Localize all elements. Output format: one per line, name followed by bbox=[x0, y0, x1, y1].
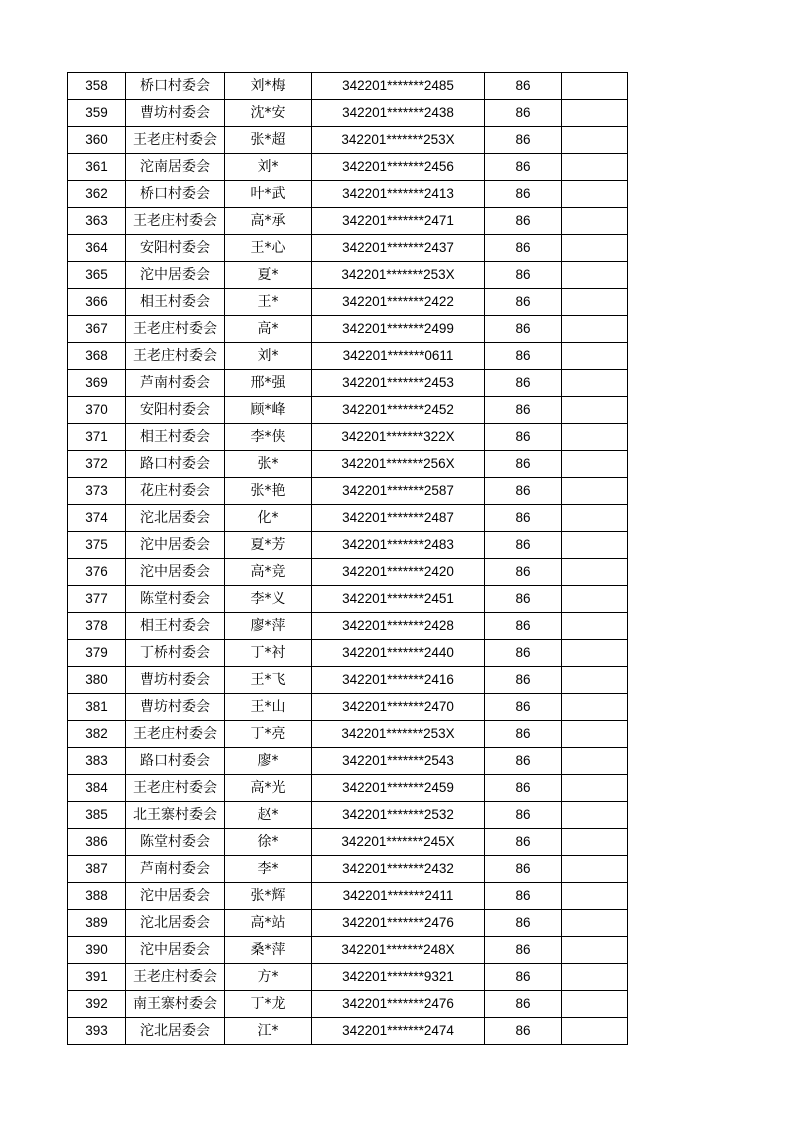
remark-cell bbox=[562, 667, 628, 694]
score-cell: 86 bbox=[485, 100, 562, 127]
name-cell: 张*辉 bbox=[225, 883, 312, 910]
id-number-cell: 342201*******2459 bbox=[312, 775, 485, 802]
remark-cell bbox=[562, 883, 628, 910]
score-cell: 86 bbox=[485, 883, 562, 910]
table-row bbox=[68, 640, 628, 667]
name-cell: 高*站 bbox=[225, 910, 312, 937]
table-row bbox=[68, 73, 628, 100]
score-cell: 86 bbox=[485, 235, 562, 262]
name-cell: 叶*武 bbox=[225, 181, 312, 208]
committee-cell: 相王村委会 bbox=[126, 424, 225, 451]
committee-cell: 陈堂村委会 bbox=[126, 829, 225, 856]
table-row bbox=[68, 289, 628, 316]
id-number-cell: 342201*******2432 bbox=[312, 856, 485, 883]
seq-cell: 373 bbox=[68, 478, 126, 505]
score-cell: 86 bbox=[485, 613, 562, 640]
name-cell: 张*超 bbox=[225, 127, 312, 154]
name-cell: 丁*衬 bbox=[225, 640, 312, 667]
name-cell: 夏*芳 bbox=[225, 532, 312, 559]
table-row bbox=[68, 127, 628, 154]
table-row bbox=[68, 613, 628, 640]
committee-cell: 芦南村委会 bbox=[126, 856, 225, 883]
seq-cell: 363 bbox=[68, 208, 126, 235]
id-number-cell: 342201*******2476 bbox=[312, 991, 485, 1018]
name-cell: 李*义 bbox=[225, 586, 312, 613]
score-cell: 86 bbox=[485, 343, 562, 370]
committee-cell: 沱北居委会 bbox=[126, 1018, 225, 1045]
id-number-cell: 342201*******2456 bbox=[312, 154, 485, 181]
seq-cell: 365 bbox=[68, 262, 126, 289]
seq-cell: 383 bbox=[68, 748, 126, 775]
committee-cell: 桥口村委会 bbox=[126, 73, 225, 100]
remark-cell bbox=[562, 370, 628, 397]
table-row bbox=[68, 964, 628, 991]
id-number-cell: 342201*******2438 bbox=[312, 100, 485, 127]
remark-cell bbox=[562, 532, 628, 559]
name-cell: 李*侠 bbox=[225, 424, 312, 451]
name-cell: 高*承 bbox=[225, 208, 312, 235]
score-cell: 86 bbox=[485, 127, 562, 154]
remark-cell bbox=[562, 991, 628, 1018]
score-cell: 86 bbox=[485, 991, 562, 1018]
seq-cell: 360 bbox=[68, 127, 126, 154]
id-number-cell: 342201*******256X bbox=[312, 451, 485, 478]
seq-cell: 381 bbox=[68, 694, 126, 721]
seq-cell: 359 bbox=[68, 100, 126, 127]
name-cell: 张* bbox=[225, 451, 312, 478]
committee-cell: 王老庄村委会 bbox=[126, 721, 225, 748]
seq-cell: 361 bbox=[68, 154, 126, 181]
seq-cell: 370 bbox=[68, 397, 126, 424]
score-cell: 86 bbox=[485, 505, 562, 532]
name-cell: 丁*龙 bbox=[225, 991, 312, 1018]
id-number-cell: 342201*******2428 bbox=[312, 613, 485, 640]
name-cell: 邢*强 bbox=[225, 370, 312, 397]
score-cell: 86 bbox=[485, 937, 562, 964]
id-number-cell: 342201*******2474 bbox=[312, 1018, 485, 1045]
committee-cell: 曹坊村委会 bbox=[126, 667, 225, 694]
id-number-cell: 342201*******2451 bbox=[312, 586, 485, 613]
remark-cell bbox=[562, 235, 628, 262]
name-cell: 顾*峰 bbox=[225, 397, 312, 424]
committee-cell: 相王村委会 bbox=[126, 613, 225, 640]
score-cell: 86 bbox=[485, 289, 562, 316]
remark-cell bbox=[562, 262, 628, 289]
table-row bbox=[68, 802, 628, 829]
committee-cell: 芦南村委会 bbox=[126, 370, 225, 397]
table-row bbox=[68, 856, 628, 883]
remark-cell bbox=[562, 586, 628, 613]
committee-cell: 花庄村委会 bbox=[126, 478, 225, 505]
name-cell: 夏* bbox=[225, 262, 312, 289]
name-cell: 方* bbox=[225, 964, 312, 991]
name-cell: 李* bbox=[225, 856, 312, 883]
seq-cell: 389 bbox=[68, 910, 126, 937]
remark-cell bbox=[562, 181, 628, 208]
id-number-cell: 342201*******2532 bbox=[312, 802, 485, 829]
committee-cell: 沱中居委会 bbox=[126, 883, 225, 910]
remark-cell bbox=[562, 640, 628, 667]
remark-cell bbox=[562, 1018, 628, 1045]
seq-cell: 364 bbox=[68, 235, 126, 262]
seq-cell: 362 bbox=[68, 181, 126, 208]
id-number-cell: 342201*******2437 bbox=[312, 235, 485, 262]
seq-cell: 374 bbox=[68, 505, 126, 532]
table-row bbox=[68, 775, 628, 802]
table-row bbox=[68, 235, 628, 262]
remark-cell bbox=[562, 775, 628, 802]
committee-cell: 沱北居委会 bbox=[126, 910, 225, 937]
remark-cell bbox=[562, 910, 628, 937]
id-number-cell: 342201*******2471 bbox=[312, 208, 485, 235]
score-cell: 86 bbox=[485, 748, 562, 775]
remark-cell bbox=[562, 343, 628, 370]
committee-cell: 沱中居委会 bbox=[126, 262, 225, 289]
id-number-cell: 342201*******2499 bbox=[312, 316, 485, 343]
name-cell: 王*山 bbox=[225, 694, 312, 721]
name-cell: 王*心 bbox=[225, 235, 312, 262]
table-row bbox=[68, 505, 628, 532]
seq-cell: 384 bbox=[68, 775, 126, 802]
table-row bbox=[68, 397, 628, 424]
remark-cell bbox=[562, 73, 628, 100]
remark-cell bbox=[562, 289, 628, 316]
seq-cell: 382 bbox=[68, 721, 126, 748]
id-number-cell: 342201*******322X bbox=[312, 424, 485, 451]
seq-cell: 377 bbox=[68, 586, 126, 613]
seq-cell: 368 bbox=[68, 343, 126, 370]
name-cell: 廖* bbox=[225, 748, 312, 775]
committee-cell: 南王寨村委会 bbox=[126, 991, 225, 1018]
table-row bbox=[68, 154, 628, 181]
id-number-cell: 342201*******2476 bbox=[312, 910, 485, 937]
name-cell: 丁*亮 bbox=[225, 721, 312, 748]
id-number-cell: 342201*******2413 bbox=[312, 181, 485, 208]
score-cell: 86 bbox=[485, 586, 562, 613]
id-number-cell: 342201*******2420 bbox=[312, 559, 485, 586]
seq-cell: 358 bbox=[68, 73, 126, 100]
table-row bbox=[68, 910, 628, 937]
score-cell: 86 bbox=[485, 154, 562, 181]
remark-cell bbox=[562, 397, 628, 424]
remark-cell bbox=[562, 964, 628, 991]
score-cell: 86 bbox=[485, 856, 562, 883]
table-row bbox=[68, 478, 628, 505]
committee-cell: 沱中居委会 bbox=[126, 532, 225, 559]
committee-cell: 陈堂村委会 bbox=[126, 586, 225, 613]
table-row bbox=[68, 667, 628, 694]
table-row bbox=[68, 181, 628, 208]
table-row bbox=[68, 991, 628, 1018]
score-cell: 86 bbox=[485, 694, 562, 721]
table-row bbox=[68, 586, 628, 613]
committee-cell: 沱中居委会 bbox=[126, 937, 225, 964]
name-cell: 赵* bbox=[225, 802, 312, 829]
committee-cell: 王老庄村委会 bbox=[126, 343, 225, 370]
table-row bbox=[68, 1018, 628, 1045]
table-row bbox=[68, 262, 628, 289]
id-number-cell: 342201*******2487 bbox=[312, 505, 485, 532]
table-row bbox=[68, 316, 628, 343]
roster-table bbox=[67, 72, 628, 1045]
table-row bbox=[68, 748, 628, 775]
remark-cell bbox=[562, 613, 628, 640]
seq-cell: 372 bbox=[68, 451, 126, 478]
remark-cell bbox=[562, 937, 628, 964]
seq-cell: 390 bbox=[68, 937, 126, 964]
score-cell: 86 bbox=[485, 316, 562, 343]
seq-cell: 391 bbox=[68, 964, 126, 991]
seq-cell: 375 bbox=[68, 532, 126, 559]
name-cell: 刘* bbox=[225, 154, 312, 181]
id-number-cell: 342201*******2422 bbox=[312, 289, 485, 316]
id-number-cell: 342201*******2440 bbox=[312, 640, 485, 667]
committee-cell: 沱南居委会 bbox=[126, 154, 225, 181]
id-number-cell: 342201*******253X bbox=[312, 262, 485, 289]
remark-cell bbox=[562, 721, 628, 748]
name-cell: 王*飞 bbox=[225, 667, 312, 694]
seq-cell: 371 bbox=[68, 424, 126, 451]
remark-cell bbox=[562, 154, 628, 181]
score-cell: 86 bbox=[485, 451, 562, 478]
remark-cell bbox=[562, 829, 628, 856]
score-cell: 86 bbox=[485, 181, 562, 208]
table-row bbox=[68, 370, 628, 397]
name-cell: 刘*梅 bbox=[225, 73, 312, 100]
name-cell: 高*竞 bbox=[225, 559, 312, 586]
remark-cell bbox=[562, 127, 628, 154]
seq-cell: 367 bbox=[68, 316, 126, 343]
name-cell: 江* bbox=[225, 1018, 312, 1045]
id-number-cell: 342201*******253X bbox=[312, 721, 485, 748]
table-row bbox=[68, 883, 628, 910]
id-number-cell: 342201*******2470 bbox=[312, 694, 485, 721]
name-cell: 高* bbox=[225, 316, 312, 343]
score-cell: 86 bbox=[485, 532, 562, 559]
score-cell: 86 bbox=[485, 397, 562, 424]
score-cell: 86 bbox=[485, 640, 562, 667]
seq-cell: 378 bbox=[68, 613, 126, 640]
table-row bbox=[68, 694, 628, 721]
remark-cell bbox=[562, 316, 628, 343]
committee-cell: 王老庄村委会 bbox=[126, 775, 225, 802]
name-cell: 张*艳 bbox=[225, 478, 312, 505]
score-cell: 86 bbox=[485, 478, 562, 505]
id-number-cell: 342201*******248X bbox=[312, 937, 485, 964]
committee-cell: 王老庄村委会 bbox=[126, 964, 225, 991]
name-cell: 刘* bbox=[225, 343, 312, 370]
table-row bbox=[68, 424, 628, 451]
remark-cell bbox=[562, 451, 628, 478]
committee-cell: 曹坊村委会 bbox=[126, 100, 225, 127]
table-row bbox=[68, 343, 628, 370]
seq-cell: 393 bbox=[68, 1018, 126, 1045]
seq-cell: 380 bbox=[68, 667, 126, 694]
name-cell: 沈*安 bbox=[225, 100, 312, 127]
table-row bbox=[68, 721, 628, 748]
score-cell: 86 bbox=[485, 964, 562, 991]
score-cell: 86 bbox=[485, 1018, 562, 1045]
table-row bbox=[68, 532, 628, 559]
seq-cell: 376 bbox=[68, 559, 126, 586]
remark-cell bbox=[562, 802, 628, 829]
table-row bbox=[68, 451, 628, 478]
seq-cell: 392 bbox=[68, 991, 126, 1018]
committee-cell: 丁桥村委会 bbox=[126, 640, 225, 667]
committee-cell: 安阳村委会 bbox=[126, 397, 225, 424]
score-cell: 86 bbox=[485, 424, 562, 451]
id-number-cell: 342201*******9321 bbox=[312, 964, 485, 991]
score-cell: 86 bbox=[485, 829, 562, 856]
id-number-cell: 342201*******2587 bbox=[312, 478, 485, 505]
seq-cell: 385 bbox=[68, 802, 126, 829]
committee-cell: 桥口村委会 bbox=[126, 181, 225, 208]
id-number-cell: 342201*******2411 bbox=[312, 883, 485, 910]
id-number-cell: 342201*******2452 bbox=[312, 397, 485, 424]
table-row bbox=[68, 937, 628, 964]
remark-cell bbox=[562, 505, 628, 532]
name-cell: 徐* bbox=[225, 829, 312, 856]
table-row bbox=[68, 100, 628, 127]
id-number-cell: 342201*******0611 bbox=[312, 343, 485, 370]
name-cell: 化* bbox=[225, 505, 312, 532]
name-cell: 高*光 bbox=[225, 775, 312, 802]
remark-cell bbox=[562, 559, 628, 586]
score-cell: 86 bbox=[485, 370, 562, 397]
score-cell: 86 bbox=[485, 721, 562, 748]
score-cell: 86 bbox=[485, 775, 562, 802]
id-number-cell: 342201*******2453 bbox=[312, 370, 485, 397]
id-number-cell: 342201*******2416 bbox=[312, 667, 485, 694]
score-cell: 86 bbox=[485, 262, 562, 289]
score-cell: 86 bbox=[485, 73, 562, 100]
remark-cell bbox=[562, 424, 628, 451]
id-number-cell: 342201*******2543 bbox=[312, 748, 485, 775]
seq-cell: 388 bbox=[68, 883, 126, 910]
remark-cell bbox=[562, 856, 628, 883]
committee-cell: 王老庄村委会 bbox=[126, 316, 225, 343]
committee-cell: 北王寨村委会 bbox=[126, 802, 225, 829]
committee-cell: 沱中居委会 bbox=[126, 559, 225, 586]
remark-cell bbox=[562, 694, 628, 721]
committee-cell: 路口村委会 bbox=[126, 451, 225, 478]
remark-cell bbox=[562, 208, 628, 235]
seq-cell: 386 bbox=[68, 829, 126, 856]
seq-cell: 366 bbox=[68, 289, 126, 316]
seq-cell: 379 bbox=[68, 640, 126, 667]
score-cell: 86 bbox=[485, 559, 562, 586]
table-row bbox=[68, 208, 628, 235]
id-number-cell: 342201*******253X bbox=[312, 127, 485, 154]
committee-cell: 相王村委会 bbox=[126, 289, 225, 316]
remark-cell bbox=[562, 100, 628, 127]
remark-cell bbox=[562, 748, 628, 775]
table-row bbox=[68, 829, 628, 856]
score-cell: 86 bbox=[485, 667, 562, 694]
remark-cell bbox=[562, 478, 628, 505]
id-number-cell: 342201*******2483 bbox=[312, 532, 485, 559]
seq-cell: 387 bbox=[68, 856, 126, 883]
committee-cell: 王老庄村委会 bbox=[126, 208, 225, 235]
score-cell: 86 bbox=[485, 208, 562, 235]
id-number-cell: 342201*******245X bbox=[312, 829, 485, 856]
committee-cell: 沱北居委会 bbox=[126, 505, 225, 532]
committee-cell: 曹坊村委会 bbox=[126, 694, 225, 721]
name-cell: 桑*萍 bbox=[225, 937, 312, 964]
committee-cell: 路口村委会 bbox=[126, 748, 225, 775]
seq-cell: 369 bbox=[68, 370, 126, 397]
id-number-cell: 342201*******2485 bbox=[312, 73, 485, 100]
score-cell: 86 bbox=[485, 910, 562, 937]
committee-cell: 安阳村委会 bbox=[126, 235, 225, 262]
name-cell: 王* bbox=[225, 289, 312, 316]
table-row bbox=[68, 559, 628, 586]
score-cell: 86 bbox=[485, 802, 562, 829]
roster-body bbox=[68, 73, 628, 1045]
name-cell: 廖*萍 bbox=[225, 613, 312, 640]
committee-cell: 王老庄村委会 bbox=[126, 127, 225, 154]
